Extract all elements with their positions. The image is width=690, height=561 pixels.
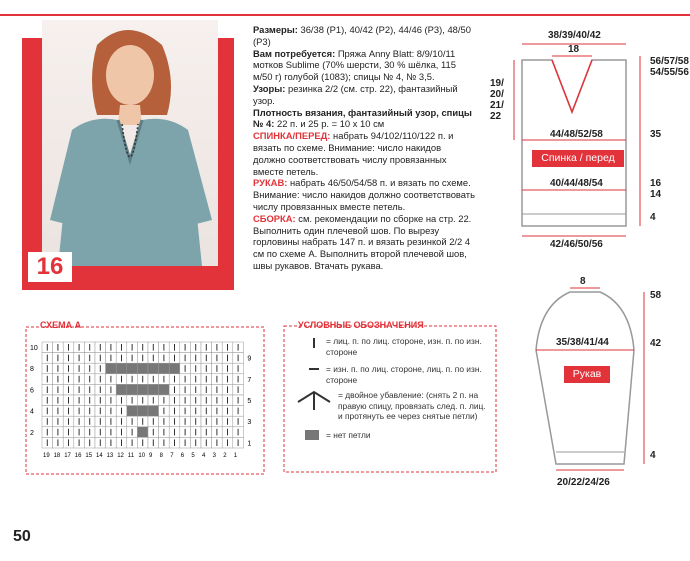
assembly-label: СБОРКА: [253,212,296,224]
legend-item-no-stitch: = нет петли [326,430,371,440]
stitch-number: 11 [127,453,135,459]
sleeve-bottom-width: 20/22/24/26 [557,477,610,488]
body-right-4: 4 [650,212,656,223]
stitch-number: 16 [74,453,82,459]
stitch-number: 13 [106,453,114,459]
row-number-right: 5 [247,398,252,405]
legend-item-knit: = лиц. п. по лиц. стороне, изн. п. по изн. стороне [326,336,482,357]
sleeve-right-4: 4 [650,450,656,461]
sleeve-value: набрать 46/50/54/58 п. и вязать по схеме. Внимание: число накидов должно соответствовать числу провязанных вместе петель. [253,177,475,212]
sleeve-right-42: 42 [650,338,662,349]
body-label: Спинка / перед [532,150,624,167]
stitch-number: 12 [117,453,124,459]
body-right-top: 56/57/58 [650,56,689,67]
sizes-value: 36/38 (Р1), 40/42 (Р2), 44/46 (Р3), 48/50 (Р3) [253,24,471,47]
stitch-number: 3 [212,453,216,459]
model-number: 16 [28,252,72,282]
stitch-number: 4 [202,453,206,459]
legend-item-purl: = изн. п. по лиц. стороне, лиц. п. по изн. стороне [326,364,482,385]
stitch-number: 17 [64,453,71,459]
body-chest-width: 44/48/52/58 [550,129,603,140]
legend-title: УСЛОВНЫЕ ОБОЗНАЧЕНИЯ [298,320,424,330]
sleeve-upper-width: 35/38/41/44 [556,337,609,348]
sleeve-label: Рукав [564,366,610,383]
row-number-left: 6 [30,387,34,395]
row-number-left: 8 [30,366,34,374]
body-right-14: 14 [650,189,662,200]
symbol-no-stitch [305,430,319,440]
stitch-number: 9 [149,453,153,459]
need-value: Пряжа Anny Blatt: 8/9/10/11 мотков Sublime (70% шерсти, 30 % шёлка, 115 м/50 г) голубой (1083); спицы № 4, № 3,5. [253,47,456,83]
sleeve-right-58: 58 [650,290,662,301]
legend-item-decrease: = двойное убавление: (снять 2 п. на правую спицу, провязать след. п. лиц. и протянуть ее через снятые петли) [338,390,486,421]
body-left-height: 19/ 20/ 21/ 22 [490,78,504,122]
row-number-left: 4 [30,408,34,416]
row-number-right: 9 [247,355,252,363]
sleeve-top-width: 8 [580,276,586,287]
density-label: Плотность вязания, фантазийный узор, спицы № 4: [253,106,472,130]
body-right-35: 35 [650,129,662,140]
row-number-right: 3 [247,419,252,427]
stitch-number: 5 [191,453,195,459]
body-bottom-width: 42/46/50/56 [550,239,603,250]
sleeve-label: РУКАВ: [253,177,288,189]
body-waist-width: 40/44/48/54 [550,178,603,189]
row-number-right: 1 [247,440,252,448]
symbol-double-decrease [298,392,330,410]
row-number-right: 7 [247,376,252,384]
sizes-label: Размеры: [253,24,298,35]
stitch-number: 15 [85,453,93,459]
patterns-value: резинка 2/2 (см. стр. 22), фантазийный узор. [253,82,458,106]
body-right-top2: 54/55/56 [650,67,689,78]
back-value: набрать 94/102/110/122 п. и вязать по схеме. Внимание: число накидов должно соответствовать числу провязанных вместе петель. [253,130,454,177]
stitch-number: 1 [233,453,238,459]
patterns-label: Узоры: [253,82,286,94]
row-number-left: 10 [30,345,38,352]
stitch-number: 6 [180,453,185,459]
stitch-number: 8 [159,453,163,459]
assembly-value: см. рекомендации по сборке на стр. 22. Выполнить один плечевой шов. По вырезу горловины набрать 147 п. и вязать резинкой 2/2 4 см по схеме А. Выполнить второй плечевой шов, швы рукавов. Втачать рукава. [253,212,472,271]
body-right-16: 16 [650,178,662,189]
page-number: 50 [13,528,31,545]
schema-title: СХЕМА А [40,320,82,330]
row-number-left: 2 [30,429,34,437]
stitch-number: 2 [223,453,227,459]
density-value: 22 п. и 25 р. = 10 x 10 см [274,118,385,130]
need-label: Вам потребуется: [253,47,336,59]
stitch-number: 19 [43,453,50,459]
back-label: СПИНКА/ПЕРЕД: [253,130,331,142]
stitch-number: 7 [170,453,174,459]
stitch-number: 14 [96,453,103,459]
stitch-number: 18 [53,453,61,459]
body-neck-width: 18 [568,44,580,55]
body-top-width: 38/39/40/42 [548,30,601,41]
stitch-number: 10 [138,453,146,459]
